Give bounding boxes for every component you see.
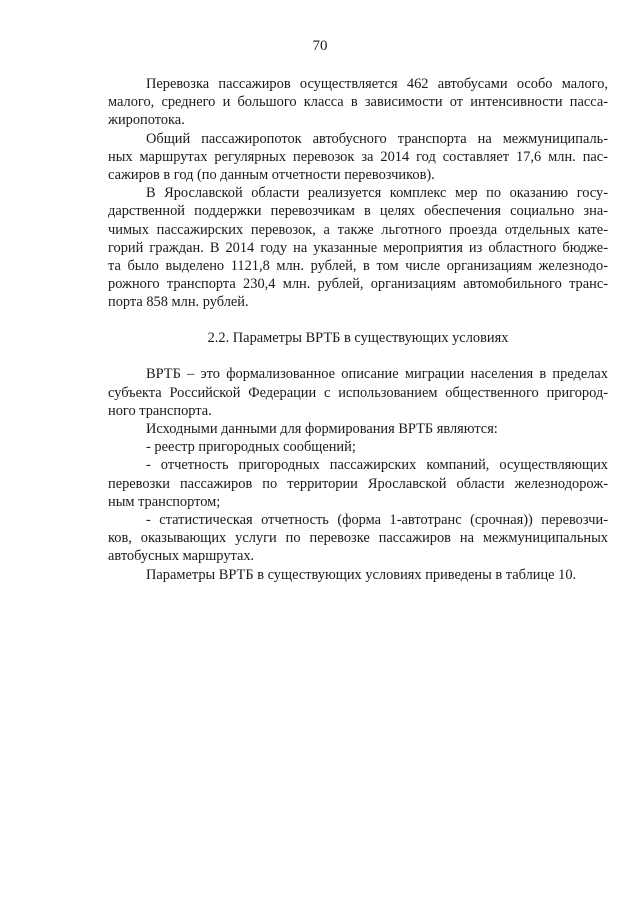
list-item-2-line-3: ным транспортом;	[108, 493, 221, 510]
paragraph-3-line-6: рожного транспорта 230,4 млн. рублей, организациям автомобильного транс-	[108, 276, 608, 293]
list-item-2-line-2: перевозки пассажиров по территории Ярославской области железнодорож-	[108, 475, 608, 492]
paragraph-4-line-1: ВРТБ – это формализованное описание миграции населения в пределах	[146, 366, 608, 383]
list-item-3-line-1: - статистическая отчетность (форма 1-автотранс (срочная)) перевозчи-	[146, 511, 608, 528]
paragraph-3-line-2: дарственной поддержки перевозчикам в целях обеспечения социально зна-	[108, 203, 608, 220]
paragraph-2-line-2: ных маршрутах регулярных перевозок за 2014 год составляет 17,6 млн. пас-	[108, 148, 608, 165]
paragraph-9-line-1: Параметры ВРТБ в существующих условиях приведены в таблице 10.	[146, 566, 577, 583]
paragraph-3-line-5: та было выделено 1121,8 млн. рублей, в том числе организациям железнодо-	[108, 257, 608, 274]
body-text	[108, 75, 608, 584]
list-item-1: - реестр пригородных сообщений;	[146, 439, 356, 456]
paragraph-1-line-2: малого, среднего и большого класса в зависимости от интенсивности пасса-	[108, 94, 608, 111]
paragraph-3-line-3: чимых пассажирских перевозок, а также льготного проезда отдельных кате-	[108, 221, 608, 238]
paragraph-4-line-3: ного транспорта.	[108, 402, 212, 419]
section-title: 2.2. Параметры ВРТБ в существующих условиях	[207, 330, 509, 347]
list-item-2-line-1: - отчетность пригородных пассажирских компаний, осуществляющих	[146, 457, 608, 474]
paragraph-1-line-3: жиропотока.	[108, 112, 185, 129]
paragraph-2-line-1: Общий пассажиропоток автобусного транспорта на межмуниципаль-	[146, 130, 608, 147]
paragraph-4-line-2: субъекта Российской Федерации с использованием общественного пригород-	[108, 384, 608, 401]
list-item-3-line-2: ков, оказывающих услуги по перевозке пассажиров на межмуниципальных	[108, 530, 608, 547]
page-number: 70	[312, 38, 328, 54]
paragraph-3-line-1: В Ярославской области реализуется комплекс мер по оказанию госу-	[146, 185, 608, 202]
list-item-3-line-3: автобусных маршрутах.	[108, 548, 255, 565]
paragraph-1-line-1: Перевозка пассажиров осуществляется 462 автобусами особо малого,	[146, 76, 608, 92]
paragraph-5-line-1: Исходными данными для формирования ВРТБ являются:	[146, 421, 498, 437]
paragraph-3-line-4: горий граждан. В 2014 году на указанные мероприятия из областного бюдже-	[108, 239, 608, 256]
paragraph-3-line-7: порта 858 млн. рублей.	[108, 294, 249, 311]
paragraph-2-line-3: сажиров в год (по данным отчетности перевозчиков).	[108, 166, 435, 183]
